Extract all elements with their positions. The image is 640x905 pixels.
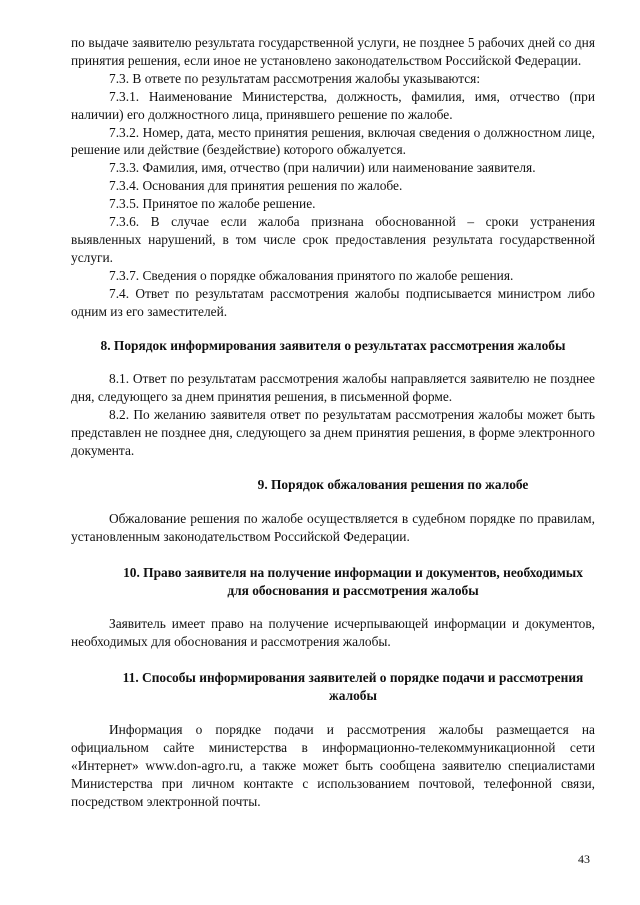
section-11-heading: 11. Способы информирования заявителей о порядке подачи и рассмотрения жалобы — [122, 670, 584, 704]
section-9-heading: 9. Порядок обжалования решения по жалобе — [257, 476, 529, 492]
page-number: 43 — [578, 852, 590, 866]
section-8-heading: 8. Порядок информирования заявителя о результатах рассмотрения жалобы — [100, 337, 566, 353]
section-10-heading: 10. Право заявителя на получение информации и документов, необходимых для обоснования и рассмотрения жалобы — [123, 564, 583, 598]
paragraph-9: Обжалование решения по жалобе осуществляется в судебном порядке по правилам, установленным законодательством Российской Федерации. — [71, 510, 595, 544]
document-body — [71, 34, 595, 811]
paragraph-7-3-5: 7.3.5. Принятое по жалобе решение. — [109, 196, 316, 212]
paragraph-7-cont: по выдаче заявителю результата государственной услуги, не позднее 5 рабочих дней со дня принятия решения, если иное не установлено законодательством Российской Федерации. — [71, 35, 595, 68]
paragraph-8-1: 8.1. Ответ по результатам рассмотрения жалобы направляется заявителю не позднее дня, следующего за днем принятия решения, в письменной форме. — [71, 371, 595, 405]
paragraph-7-3-2: 7.3.2. Номер, дата, место принятия решения, включая сведения о должностном лице, решение или действие (бездействие) которого обжалуется. — [71, 124, 595, 158]
paragraph-8-2: 8.2. По желанию заявителя ответ по результатам рассмотрения жалобы может быть представлен не позднее дня, следующего за днем принятия решения, в форме электронного документа. — [71, 407, 595, 459]
paragraph-7-3: 7.3. В ответе по результатам рассмотрения жалобы указываются: — [109, 70, 481, 86]
paragraph-7-3-3: 7.3.3. Фамилия, имя, отчество (при наличии) или наименование заявителя. — [109, 160, 536, 176]
paragraph-7-3-7: 7.3.7. Сведения о порядке обжалования принятого по жалобе решения. — [109, 267, 514, 283]
paragraph-10: Заявитель имеет право на получение исчерпывающей информации и документов, необходимых для обоснования и рассмотрения жалобы. — [71, 616, 595, 650]
paragraph-11: Информация о порядке подачи и рассмотрения жалобы размещается на официальном сайте министерства в информационно-телекоммуникационной сети «Интернет» www.don-agro.ru, а также может быть сообщена заявителю специалистами Министерства при личном контакте с использованием почтовой, телефонной связи, посредством электронной почты. — [71, 722, 595, 809]
paragraph-7-3-4: 7.3.4. Основания для принятия решения по жалобе. — [109, 178, 403, 194]
paragraph-7-4: 7.4. Ответ по результатам рассмотрения жалобы подписывается министром либо одним из его заместителей. — [71, 285, 595, 319]
paragraph-7-3-1: 7.3.1. Наименование Министерства, должность, фамилия, имя, отчество (при наличии) его должностного лица, принявшего решение по жалобе. — [71, 88, 595, 122]
paragraph-7-3-6: 7.3.6. В случае если жалоба признана обоснованной – сроки устранения выявленных нарушений, в том числе срок предоставления результата государственной услуги. — [71, 214, 595, 265]
